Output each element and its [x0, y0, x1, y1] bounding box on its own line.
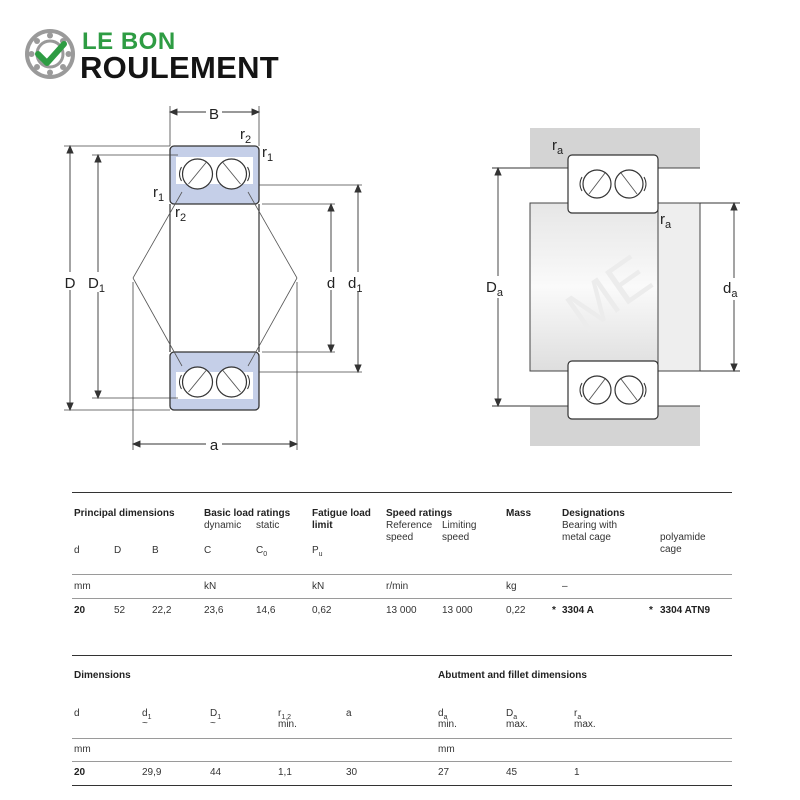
header-limiting-speed: speed [442, 532, 470, 543]
symbol-a: a [346, 708, 352, 719]
note-d1: ~ [142, 718, 148, 729]
row-ra: 1 [574, 767, 580, 778]
header-polyamide: polyamide [660, 532, 706, 543]
row-da: 27 [438, 767, 450, 778]
bearing-mounting-view [484, 128, 747, 446]
row-star-2: * [649, 605, 653, 616]
row-D: 52 [114, 605, 126, 616]
symbol-da: $d_a$ [438, 708, 448, 721]
note-da: min. [438, 719, 457, 730]
dim-ra-right-label: $r_a$ [660, 211, 672, 231]
dim-r2-left-label: $r_2$ [175, 204, 187, 224]
row-d: 20 [74, 605, 86, 616]
symbol-Pu: $P_u$ [312, 545, 323, 558]
bearing-cross-section [62, 103, 369, 454]
row-d1: 29,9 [142, 767, 162, 778]
header-basic-load: Basic load ratings [204, 508, 291, 519]
dim-D-label: D [64, 275, 76, 292]
dim-Da-label: $D_a$ [486, 279, 503, 299]
dim-r1-top-label: $r_1$ [262, 144, 274, 164]
symbol-D: D [114, 545, 122, 556]
header-fatigue: Fatigue load [312, 508, 371, 519]
note-Da: max. [506, 719, 528, 730]
note-D1: ~ [210, 718, 216, 729]
logo-line2: ROULEMENT [80, 50, 280, 85]
header-static: static [256, 520, 280, 531]
row-lim-speed: 13 000 [442, 605, 473, 616]
symbol-d1: $d_1$ [142, 708, 152, 721]
row-Pu: 0,62 [312, 605, 332, 616]
header-dimensions: Dimensions [74, 670, 131, 681]
symbol-C: C [204, 545, 212, 556]
note-r12: min. [278, 719, 297, 730]
row-mass: 0,22 [506, 605, 526, 616]
svg-text:ME: ME [554, 242, 664, 346]
symbol-D1: $D_1$ [210, 708, 222, 721]
unit-kg: kg [506, 581, 517, 592]
dim-r1-left-label: $r_1$ [153, 184, 165, 204]
dim-r2-top-label: $r_2$ [240, 126, 252, 146]
unit-mm-dimensions: mm [74, 744, 91, 755]
row-a: 30 [346, 767, 358, 778]
header-fatigue-limit: limit [312, 520, 333, 531]
dim-B-label: B [208, 106, 220, 123]
symbol-d: d [74, 545, 80, 556]
dim-d-label: d [326, 275, 336, 292]
note-ra: max. [574, 719, 596, 730]
header-dynamic: dynamic [204, 520, 242, 531]
row-star-1: * [552, 605, 556, 616]
table-bottom-divider [72, 785, 732, 786]
header-reference: Reference [386, 520, 433, 531]
unit-kN-fatigue: kN [312, 581, 325, 592]
row-ref-speed: 13 000 [386, 605, 417, 616]
header-metal-cage: metal cage [562, 532, 611, 543]
header-principal: Principal dimensions [74, 508, 175, 519]
row-r12: 1,1 [278, 767, 292, 778]
unit-kN-load: kN [204, 581, 217, 592]
symbol-ra: $r_a$ [574, 708, 582, 721]
row-C0: 14,6 [256, 605, 276, 616]
dim-ra-top-label: $r_a$ [552, 137, 564, 157]
unit-mm: mm [74, 581, 91, 592]
unit-mm-abutment: mm [438, 744, 455, 755]
row-B: 22,2 [152, 605, 172, 616]
unit-dash: – [562, 581, 568, 592]
table-divider [72, 492, 732, 493]
header-abutment: Abutment and fillet dimensions [438, 670, 587, 681]
dim-da-label: $d_a$ [723, 280, 738, 300]
dim-d1-label: $d_1$ [348, 275, 363, 295]
symbol-Da: $D_a$ [506, 708, 518, 721]
symbol-r12: $r_{1,2}$ [278, 708, 292, 721]
header-limiting: Limiting [442, 520, 477, 531]
designation-metal-cage-link[interactable]: 3304 A [562, 605, 594, 616]
header-speed: Speed ratings [386, 508, 453, 519]
dim-a-label: a [209, 437, 219, 454]
row-d: 20 [74, 767, 86, 778]
header-reference-speed: speed [386, 532, 414, 543]
symbol-d: d [74, 708, 80, 719]
row-D1: 44 [210, 767, 222, 778]
table-divider [72, 655, 732, 656]
symbol-C0: $C_0$ [256, 545, 268, 558]
row-Da: 45 [506, 767, 518, 778]
logo-line1: LE BON [82, 28, 176, 55]
dim-D1-label: $D_1$ [88, 275, 105, 295]
header-cage: cage [660, 544, 682, 555]
header-designations: Designations [562, 508, 625, 519]
unit-rmin: r/min [386, 581, 409, 592]
header-mass: Mass [506, 508, 532, 519]
row-C: 23,6 [204, 605, 224, 616]
header-bearing-with: Bearing with [562, 520, 618, 531]
symbol-B: B [152, 545, 159, 556]
designation-polyamide-cage-link[interactable]: 3304 ATN9 [660, 605, 711, 616]
